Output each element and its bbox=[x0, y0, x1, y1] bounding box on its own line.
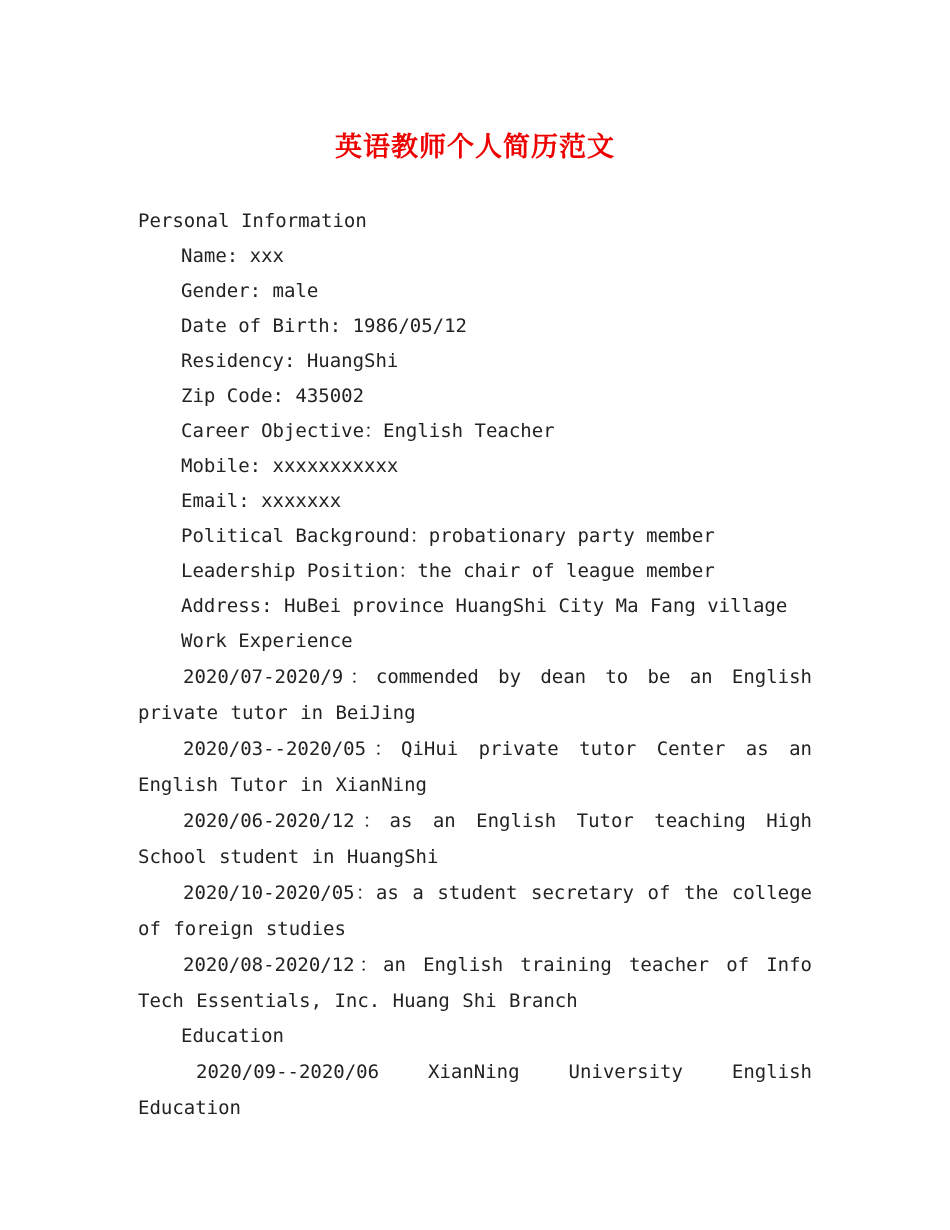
personal-info-residency: Residency: HuangShi bbox=[181, 350, 399, 372]
personal-info-name: Name: xxx bbox=[181, 245, 284, 267]
education-entry: 2020/09--2020/06 XianNing University English Education bbox=[138, 1061, 812, 1119]
education-heading: Education bbox=[181, 1025, 284, 1047]
personal-info-leadership-position: Leadership Position：the chair of league member bbox=[181, 560, 715, 582]
work-experience-entry: 2020/08-2020/12：an English training teacher of Info Tech Essentials, Inc. Huang Shi Branch bbox=[138, 954, 812, 1012]
personal-info-email: Email: xxxxxxx bbox=[181, 490, 342, 512]
personal-info-gender: Gender: male bbox=[181, 280, 319, 302]
personal-info-political-background: Political Background：probationary party member bbox=[181, 525, 715, 547]
personal-info-address: Address: HuBei province HuangShi City Ma Fang village bbox=[181, 595, 788, 617]
resume-body bbox=[138, 204, 812, 1126]
work-experience-heading: Work Experience bbox=[181, 630, 353, 652]
personal-info-career-objective: Career Objective：English Teacher bbox=[181, 420, 555, 442]
work-experience-entry: 2020/10-2020/05：as a student secretary of the college of foreign studies bbox=[138, 882, 812, 940]
personal-info-zip-code: Zip Code: 435002 bbox=[181, 385, 365, 407]
work-experience-entry: 2020/03--2020/05：QiHui private tutor Center as an English Tutor in XianNing bbox=[138, 738, 812, 796]
work-experience-entry: 2020/06-2020/12：as an English Tutor teaching High School student in HuangShi bbox=[138, 810, 812, 868]
work-experience-entry: 2020/07-2020/9：commended by dean to be an English private tutor in BeiJing bbox=[138, 666, 812, 724]
personal-info-heading: Personal Information bbox=[138, 210, 367, 232]
personal-info-birth-date: Date of Birth: 1986/05/12 bbox=[181, 315, 467, 337]
document-title: 英语教师个人简历范文 bbox=[335, 132, 615, 163]
personal-info-mobile: Mobile: xxxxxxxxxxx bbox=[181, 455, 399, 477]
